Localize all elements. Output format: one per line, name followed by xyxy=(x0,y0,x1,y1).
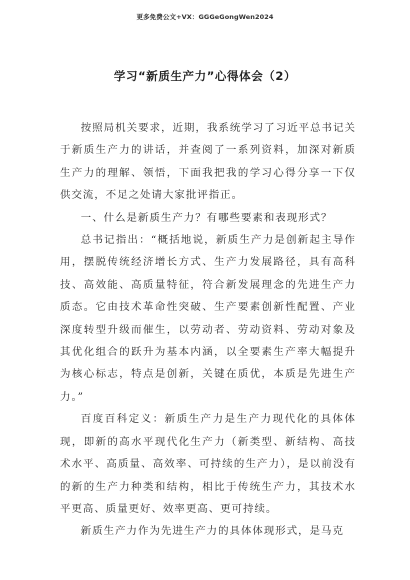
section-heading: 一、什么是新质生产力？有哪些要素和表现形式？ xyxy=(80,211,333,224)
header-note: 更多免费公文+VX：GGGeGongWen2024 xyxy=(136,13,274,21)
paragraph-definition: 百度百科定义：新质生产力是生产力现代化的具体体现，即新的高水平现代化生产力（新类型、新结构、高技术水平、高质量、高效率、可持续的生产力），是以前没有的新的生产力种类和结构，相比于传统生产力，其技术水平更高、质量更好、效率更高、更可持续。 xyxy=(60,413,356,515)
document-title: 学习“新质生产力”心得体会（2） xyxy=(113,69,297,83)
paragraph-quote: 总书记指出：“概括地说，新质生产力是创新起主导作用，摆脱传统经济增长方式、生产力发展路径，具有高科技、高效能、高质量特征，符合新发展理念的先进生产力质态。它由技术革命性突破、生产要素创新性配置、产业深度转型升级而催生，以劳动者、劳动资料、劳动对象及其优化组合的跃升为基本内涵，以全要素生产率大幅提升为核心标志，特点是创新，关键在质优，本质是先进生产力。” xyxy=(60,234,356,403)
document-body xyxy=(60,117,356,543)
paragraph-intro: 按照局机关要求，近期，我系统学习了习近平总书记关于新质生产力的讲话，并查阅了一系列资料，加深对新质生产力的理解、领悟，下面我把我的学习心得分享一下仅供交流，不足之处请大家批评指正。 xyxy=(60,122,356,202)
paragraph-continued: 新质生产力作为先进生产力的具体体现形式，是马克 xyxy=(80,525,344,538)
